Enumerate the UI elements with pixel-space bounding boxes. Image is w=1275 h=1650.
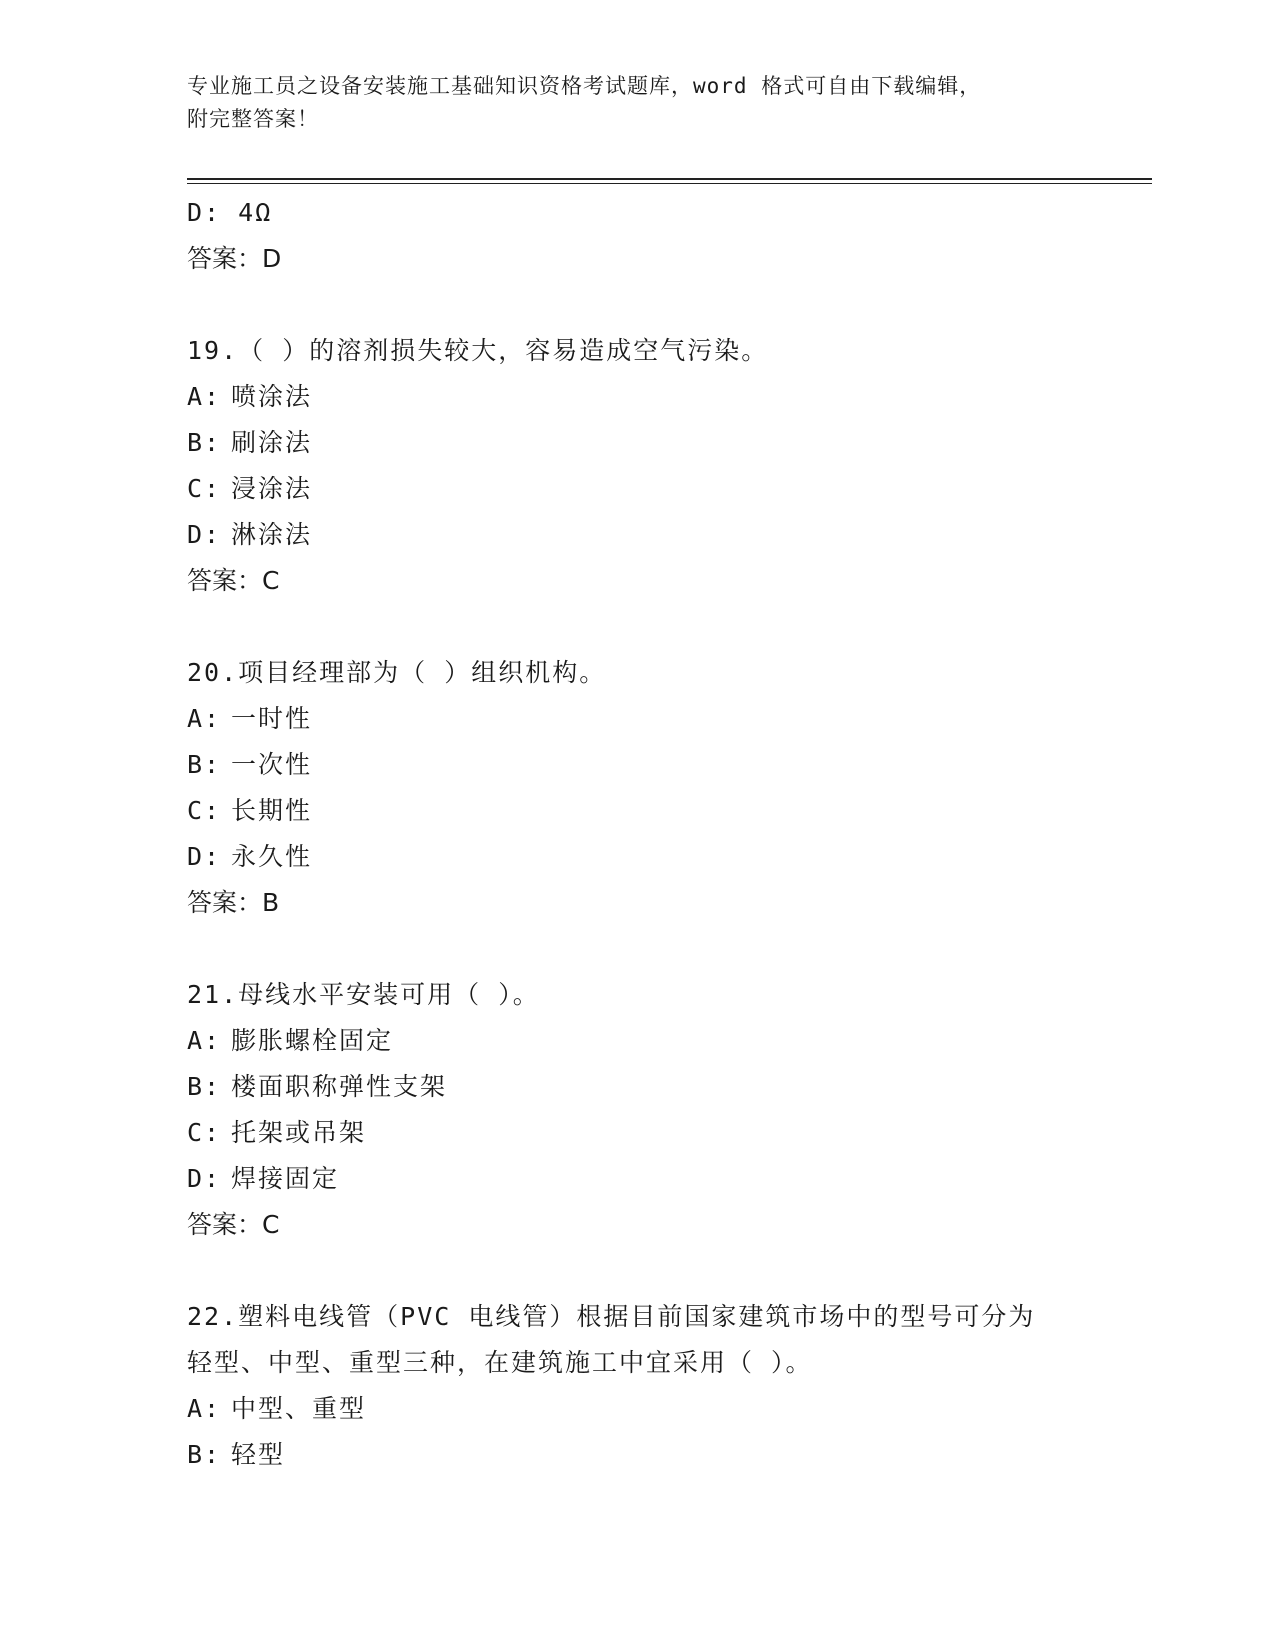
option-a xyxy=(187,1386,1152,1432)
option-text: 刷涂法 xyxy=(231,428,313,457)
option-letter: B: xyxy=(187,1440,222,1469)
question-stem: 20.项目经理部为（ ）组织机构。 xyxy=(187,658,607,687)
question-stem-line-2: 轻型、中型、重型三种，在建筑施工中宜采用（ ）。 xyxy=(187,1348,813,1377)
option-text: 永久性 xyxy=(231,842,313,871)
option-c xyxy=(187,1110,1152,1156)
option-letter: A: xyxy=(187,1394,222,1423)
answer-line: 答案：C xyxy=(187,1210,280,1239)
option-b xyxy=(187,420,1152,466)
option-b xyxy=(187,742,1152,788)
answer-line: 答案：B xyxy=(187,888,280,917)
option-a xyxy=(187,1018,1152,1064)
option-letter: C: xyxy=(187,796,222,825)
option-text: 长期性 xyxy=(231,796,313,825)
option-b xyxy=(187,1064,1152,1110)
question-stem: 21.母线水平安装可用（ ）。 xyxy=(187,980,540,1009)
option-d xyxy=(187,1156,1152,1202)
option-text: 焊接固定 xyxy=(231,1164,340,1193)
header-line-2: 附完整答案！ xyxy=(187,107,319,131)
question-block xyxy=(187,650,1152,926)
option-text: 托架或吊架 xyxy=(231,1118,367,1147)
question-stem-line-1: 22.塑料电线管（PVC 电线管）根据目前国家建筑市场中的型号可分为 xyxy=(187,1302,1036,1331)
option-text: 浸涂法 xyxy=(231,474,313,503)
option-a xyxy=(187,696,1152,742)
option-text: 膨胀螺栓固定 xyxy=(231,1026,394,1055)
option-letter: B: xyxy=(187,428,222,457)
previous-answer: 答案：D xyxy=(187,244,282,273)
question-stem: 19.（ ）的溶剂损失较大，容易造成空气污染。 xyxy=(187,336,769,365)
option-text: 一时性 xyxy=(231,704,313,733)
spacer xyxy=(187,604,1152,650)
question-block xyxy=(187,1294,1152,1478)
option-letter: D: xyxy=(187,1164,222,1193)
option-d xyxy=(187,834,1152,880)
option-letter: A: xyxy=(187,382,222,411)
option-letter: C: xyxy=(187,474,222,503)
option-text: 淋涂法 xyxy=(231,520,313,549)
option-b xyxy=(187,1432,1152,1478)
spacer xyxy=(187,926,1152,972)
option-c xyxy=(187,788,1152,834)
header-line-1: 专业施工员之设备安装施工基础知识资格考试题库，word 格式可自由下载编辑， xyxy=(187,74,982,98)
option-letter: B: xyxy=(187,750,222,779)
option-letter: B: xyxy=(187,1072,222,1101)
option-letter: A: xyxy=(187,704,222,733)
option-letter: A: xyxy=(187,1026,222,1055)
option-d xyxy=(187,512,1152,558)
option-text: 一次性 xyxy=(231,750,313,779)
option-text: 楼面职称弹性支架 xyxy=(231,1072,448,1101)
document-header xyxy=(187,70,1067,136)
answer-line: 答案：C xyxy=(187,566,280,595)
option-text: 中型、重型 xyxy=(231,1394,367,1423)
spacer xyxy=(187,1248,1152,1294)
question-block xyxy=(187,972,1152,1248)
question-list xyxy=(187,190,1152,1478)
option-letter: C: xyxy=(187,1118,222,1147)
question-block xyxy=(187,328,1152,604)
option-a xyxy=(187,374,1152,420)
option-text: 喷涂法 xyxy=(231,382,313,411)
previous-option-d: D: 4Ω xyxy=(187,198,273,227)
option-c xyxy=(187,466,1152,512)
option-letter: D: xyxy=(187,842,222,871)
header-divider xyxy=(187,178,1152,184)
spacer xyxy=(187,282,1152,328)
option-text: 轻型 xyxy=(231,1440,286,1469)
option-letter: D: xyxy=(187,520,222,549)
